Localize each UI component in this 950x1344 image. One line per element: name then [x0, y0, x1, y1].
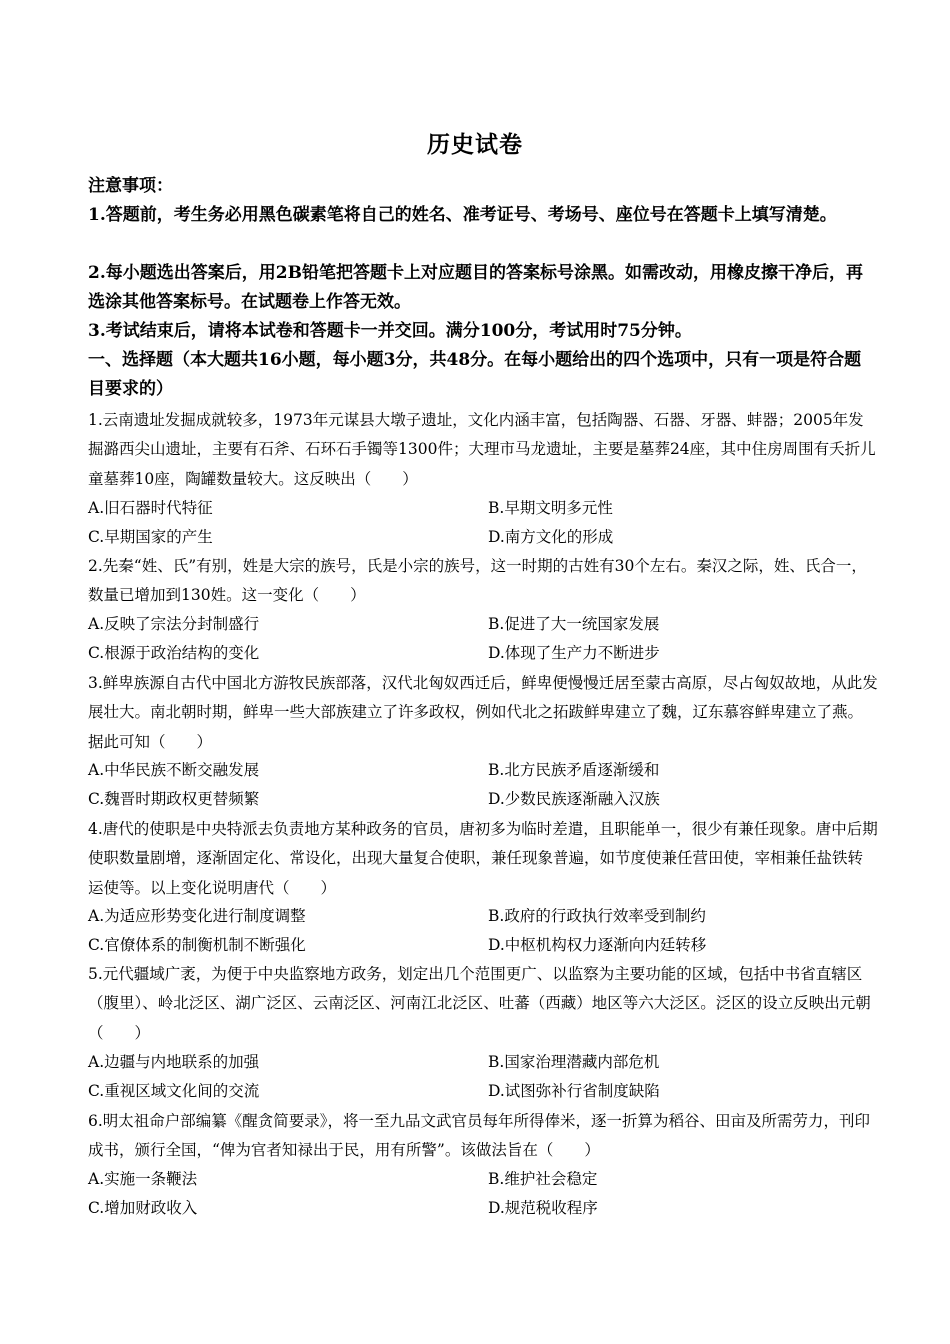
question-4-options — [88, 902, 878, 961]
question-4-stem: 4.唐代的使职是中央特派去负责地方某种政务的官员，唐初多为临时差遣，且职能单一，很少有兼任现象。唐中后期使职数量剧增，逐渐固定化、常设化，出现大量复合使职，兼任现象普遍，如节度使兼任营田使，宰相兼任盐铁转运使等。以上变化说明唐代（ ） — [88, 820, 878, 897]
question-3-option-d: D.少数民族逐渐融入汉族 — [488, 790, 660, 809]
question-3-stem: 3.鲜卑族源自古代中国北方游牧民族部落，汉代北匈奴西迁后，鲜卑便慢慢迁居至蒙古高原，尽占匈奴故地，从此发展壮大。南北朝时期，鲜卑一些大部族建立了许多政权，例如代北之拓跋鲜卑建立了魏，辽东慕容鲜卑建立了燕。据此可知（ ） — [88, 674, 878, 751]
question-3-option-a: A.中华民族不断交融发展 — [88, 761, 260, 779]
question-4-option-c: C.官僚体系的制衡机制不断强化 — [88, 936, 306, 955]
question-3-option-c: C.魏晋时期政权更替频繁 — [88, 790, 260, 809]
notice-item-3: 3.考试结束后，请将本试卷和答题卡一并交回。满分100分，考试用时75分钟。 — [88, 321, 692, 341]
question-5-option-b: B.国家治理潜藏内部危机 — [488, 1053, 660, 1071]
notice-heading: 注意事项： — [88, 176, 173, 196]
notice-item-2: 2.每小题选出答案后，用2B铅笔把答题卡上对应题目的答案标号涂黑。如需改动，用橡皮擦干净后，再选涂其他答案标号。在试题卷上作答无效。 — [88, 263, 863, 312]
question-1-option-d: D.南方文化的形成 — [488, 528, 614, 547]
question-1-option-b: B.早期文明多元性 — [488, 499, 613, 517]
question-6-option-a: A.实施一条鞭法 — [88, 1170, 198, 1188]
question-1-option-a: A.旧石器时代特征 — [88, 499, 213, 517]
question-4-option-b: B.政府的行政执行效率受到制约 — [488, 907, 706, 925]
question-1-options — [88, 494, 878, 553]
question-2-stem: 2.先秦“姓、氏”有别，姓是大宗的族号，氏是小宗的族号，这一时期的古姓有30个左右。秦汉之际，姓、氏合一，数量已增加到130姓。这一变化（ ） — [88, 557, 867, 605]
question-6-stem: 6.明太祖命户部编纂《醒贪简要录》，将一至九品文武官员每年所得俸米，逐一折算为稻谷、田亩及所需劳力，刊印成书，颁行全国，“俾为官者知禄出于民，用有所警”。该做法旨在（ ） — [88, 1112, 871, 1160]
question-4-option-a: A.为适应形势变化进行制度调整 — [88, 907, 306, 925]
question-2-option-d: D.体现了生产力不断进步 — [488, 644, 660, 663]
question-2-option-a: A.反映了宗法分封制盛行 — [88, 615, 260, 633]
question-5-stem: 5.元代疆域广袤，为便于中央监察地方政务，划定出几个范围更广、以监察为主要功能的区域，包括中书省直辖区（腹里）、岭北泛区、湖广泛区、云南泛区、河南江北泛区、吐蕃（西藏）地区等六大泛区。泛区的设立反映出元朝（ ） — [88, 965, 871, 1042]
question-2-option-c: C.根源于政治结构的变化 — [88, 644, 260, 663]
question-2-options — [88, 610, 878, 669]
question-1-option-c: C.早期国家的产生 — [88, 528, 213, 547]
question-3-options — [88, 756, 878, 815]
question-4-option-d: D.中枢机构权力逐渐向内廷转移 — [488, 936, 707, 955]
section-heading: 一、选择题（本大题共16小题，每小题3分，共48分。在每小题给出的四个选项中，只有一项是符合题目要求的） — [88, 350, 862, 399]
question-5-option-c: C.重视区域文化间的交流 — [88, 1082, 260, 1101]
question-3-option-b: B.北方民族矛盾逐渐缓和 — [488, 761, 660, 779]
page-title: 历史试卷 — [427, 131, 523, 158]
question-6-options — [88, 1165, 878, 1224]
question-6-option-c: C.增加财政收入 — [88, 1199, 198, 1218]
question-6-option-b: B.维护社会稳定 — [488, 1170, 598, 1188]
notice-item-1: 1.答题前，考生务必用黑色碳素笔将自己的姓名、准考证号、考场号、座位号在答题卡上填写清楚。 — [88, 205, 837, 225]
question-5-option-a: A.边疆与内地联系的加强 — [88, 1053, 260, 1071]
question-5-option-d: D.试图弥补行省制度缺陷 — [488, 1082, 660, 1101]
question-1-stem: 1.云南遗址发掘成就较多，1973年元谋县大墩子遗址，文化内涵丰富，包括陶器、石器、牙器、蚌器；2005年发掘潞西尖山遗址，主要有石斧、石环石手镯等1300件；大理市马龙遗址，主要是墓葬24座，其中住房周围有夭折儿童墓葬10座，陶罐数量较大。这反映出（ ） — [88, 411, 876, 488]
question-2-option-b: B.促进了大一统国家发展 — [488, 615, 660, 633]
question-6-option-d: D.规范税收程序 — [488, 1199, 598, 1218]
question-5-options — [88, 1048, 878, 1107]
